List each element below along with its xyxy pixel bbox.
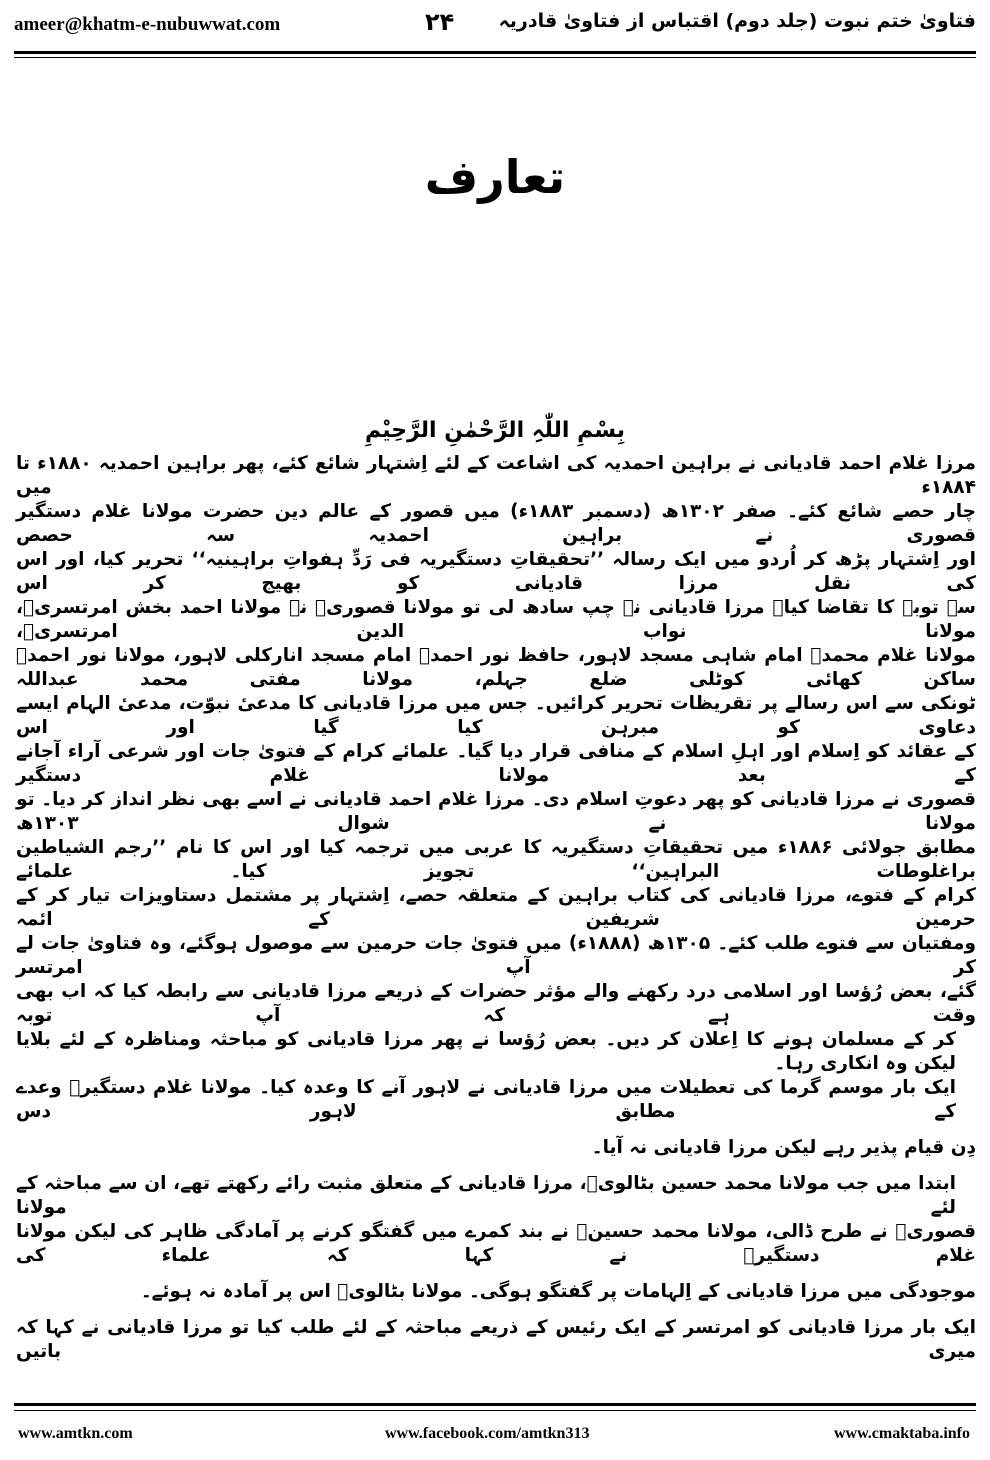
text-line: مولانا غلام محمدؒ امام شاہی مسجد لاہور، حافظ نور احمدؒ امام مسجد انارکلی لاہور، مولانا نور احمدؒ ساکن کھائی کوٹلی ضلع جہلم، مولانا مفتی محمد عبداللہ	[16, 645, 976, 690]
text-line-row	[16, 788, 976, 836]
footer-divider	[14, 1403, 976, 1406]
text-line: دِن قیام پذیر رہے لیکن مرزا قادیانی نہ آیا۔	[591, 1137, 976, 1158]
text-line-row	[16, 452, 976, 500]
text-line: چار حصے شائع کئے۔ صفر ۱۳۰۲ھ (دسمبر ۱۸۸۳ء) میں قصور کے عالم دین حضرت مولانا غلام دستگیر قصوری نے براہین احمدیہ سہ حصص	[16, 501, 976, 546]
text-line: اور اِشتہار پڑھ کر اُردو میں ایک رسالہ ’’تحقیقاتِ دستگیریہ فی رَدِّ ہفواتِ براہینیہ‘‘ تحریر کیا، اور اس کی نقل مرزا قادیانی کو بھیج کر اس	[16, 549, 976, 594]
text-line-row	[16, 980, 976, 1028]
text-line-row	[16, 692, 976, 740]
text-line-row	[16, 740, 976, 788]
text-line-row	[16, 884, 976, 932]
footer-divider-thin	[14, 1410, 976, 1411]
text-line: ایک بار مرزا قادیانی کو امرتسر کے ایک رئیس کے ذریعے مباحثہ کے لئے طلب کیا تو مرزا قادیانی نے کہا کہ میری باتیں	[16, 1317, 976, 1362]
text-line-row	[16, 1028, 976, 1076]
text-line-row	[16, 1220, 976, 1268]
text-line: ابتدا میں جب مولانا محمد حسین بٹالویؒ، مرزا قادیانی کے متعلق مثبت رائے رکھتے تھے، ان سے مباحثہ کے لئے مولانا	[16, 1173, 956, 1218]
text-line-row	[16, 1124, 976, 1172]
text-line: کے عقائد کو اِسلام اور اہلِ اسلام کے منافی قرار دیا گیا۔ علمائے کرام کے فتویٰ جات اور شرعی آراء آجانے کے بعد مولانا غلام دستگیر	[16, 741, 976, 786]
text-line: مطابق جولائی ۱۸۸۶ء میں تحقیقاتِ دستگیریہ کا عربی میں ترجمہ کیا اور اس کا نام ’’رجم الشیاطین براغلوطات البراہین‘‘ تجویز کیا۔ علمائے	[16, 837, 977, 882]
footer-link-amtkn[interactable]: www.amtkn.com	[18, 1425, 133, 1442]
text-line: ٹونکی سے اس رسالے پر تقریظات تحریر کرائیں۔ جس میں مرزا قادیانی کا مدعیٔ نبوّت، مدعیٔ الہام ایسے دعاوی کو مبرہن کیا گیا اور اس	[16, 693, 976, 738]
header-email: ameer@khatm-e-nubuwwat.com	[14, 14, 281, 35]
text-line-row	[16, 1268, 976, 1316]
text-line-row	[16, 1076, 976, 1124]
text-line: ایک بار موسم گرما کی تعطیلات میں مرزا قادیانی نے لاہور آنے کا وعدہ کیا۔ مولانا غلام دستگیرؒ وعدے کے مطابق لاہور دس	[16, 1077, 956, 1122]
page-header	[0, 0, 990, 50]
text-line: قصوریؒ نے طرح ڈالی، مولانا محمد حسینؒ نے بند کمرے میں گفتگو کرنے پر آمادگی ظاہر کی لیکن مولانا غلام دستگیرؒ نے کہا کہ علماء کی	[16, 1221, 976, 1266]
text-line-row	[16, 596, 976, 644]
body-text	[16, 452, 976, 1364]
footer-link-cmaktaba[interactable]: www.cmaktaba.info	[833, 1425, 970, 1442]
bismillah: بِسْمِ اللّٰہِ الرَّحْمٰنِ الرَّحِیْمِ	[364, 418, 625, 443]
text-line: مرزا غلام احمد قادیانی نے براہین احمدیہ کی اشاعت کے لئے اِشتہار شائع کئے، پھر براہین احمدیہ ۱۸۸۰ء تا ۱۸۸۴ء میں	[16, 453, 977, 498]
text-line: گئے، بعض رُؤسا اور اسلامی درد رکھنے والے مؤثر حضرات کے ذریعے مرزا قادیانی سے رابطہ کیا کہ اب بھی وقت ہے کہ آپ توبہ	[16, 981, 976, 1026]
page-number: ۲۴	[425, 8, 455, 36]
text-line: موجودگی میں مرزا قادیانی کے اِلہامات پر گفتگو ہوگی۔ مولانا بٹالویؒ اس پر آمادہ نہ ہوئے۔	[140, 1281, 976, 1302]
text-line: کرام کے فتوے، مرزا قادیانی کی کتاب براہین کے متعلقہ حصے، اِشتہار پر مشتمل دستاویزات تیار کر کے حرمین شریفین کے ائمہ	[16, 885, 976, 930]
header-divider	[14, 51, 976, 54]
text-line-row	[16, 836, 976, 884]
page-title: تعارف	[424, 150, 566, 204]
text-line: کر کے مسلمان ہونے کا اِعلان کر دیں۔ بعض رُؤسا نے پھر مرزا قادیانی کو مباحثہ ومناظرہ کے لئے بلایا لیکن وہ انکاری رہا۔	[16, 1029, 956, 1074]
text-line-row	[16, 548, 976, 596]
text-line: قصوری نے مرزا قادیانی کو پھر دعوتِ اسلام دی۔ مرزا غلام احمد قادیانی نے اسے بھی نظر انداز کر دیا۔ تو مولانا نے شوال ۱۳۰۳ھ	[16, 789, 976, 834]
text-line-row	[16, 1316, 976, 1364]
text-line-row	[16, 500, 976, 548]
text-line-row	[16, 932, 976, 980]
footer-link-facebook[interactable]: www.facebook.com/amtkn313	[385, 1425, 590, 1442]
book-title: فتاویٰ ختم نبوت (جلد دوم) اقتباس از فتاویٰ قادریہ	[498, 10, 976, 32]
text-line-row	[16, 1172, 976, 1220]
text-line-row	[16, 644, 976, 692]
text-line: ومفتیان سے فتوے طلب کئے۔ ۱۳۰۵ھ (۱۸۸۸ء) میں فتویٰ جات حرمین سے موصول ہوگئے، وہ فتاویٰ جات لے کر آپ امرتسر	[16, 933, 976, 978]
text-line: سے توبہ کا تقاضا کیا۔ مرزا قادیانی نے چپ سادھ لی تو مولانا قصوریؒ نے مولانا احمد بخش امرتسریؒ، مولانا نواب الدین امرتسریؒ،	[16, 597, 976, 642]
header-divider-thin	[14, 57, 976, 58]
